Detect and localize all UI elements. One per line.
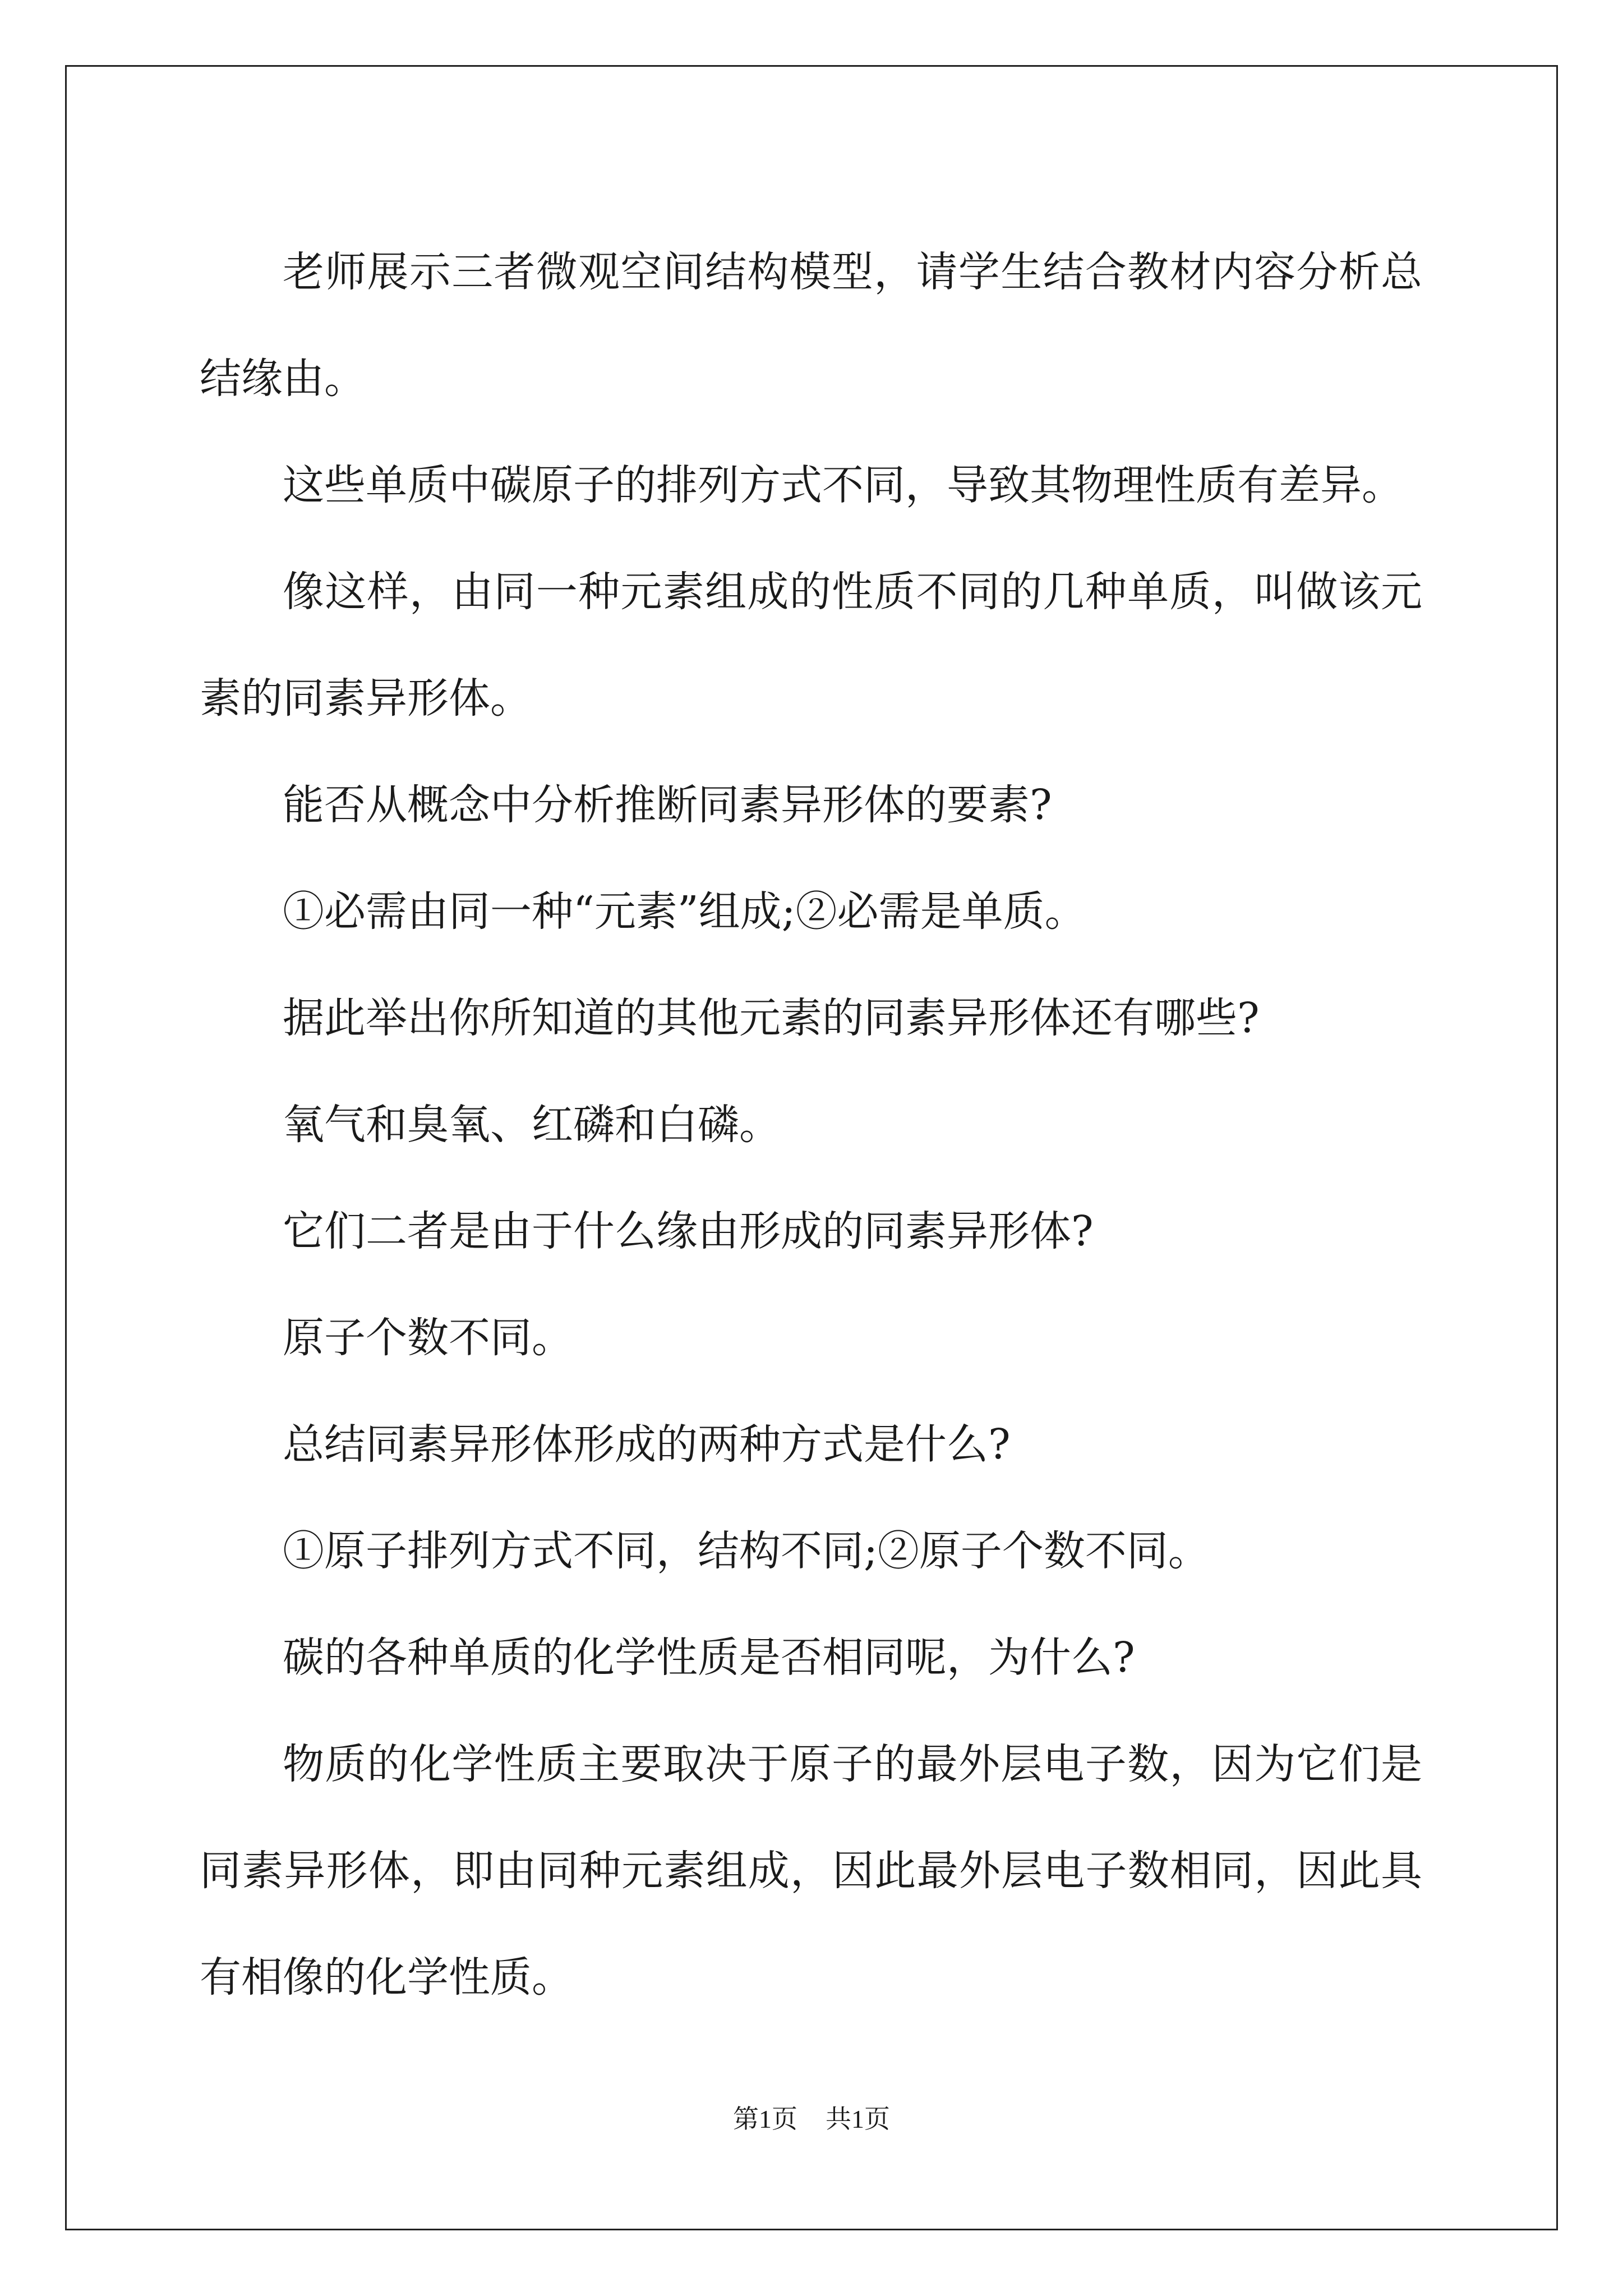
paragraph-12: 碳的各种单质的化学性质是否相同呢，为什么? [283,1634,1135,1682]
paragraph-2: 这些单质中碳原子的排列方式不同，导致其物理性质有差异。 [283,461,1403,509]
paragraph-7: 氧气和臭氧、红磷和白磷。 [283,1101,781,1149]
paragraph-5: ①必需由同一种“元素”组成;②必需是单质。 [283,887,1086,936]
paragraph-8: 它们二者是由于什么缘由形成的同素异形体? [283,1207,1094,1255]
page-number: 第1页 [733,2105,797,2133]
page-total: 共1页 [826,2105,890,2133]
paragraph-10: 总结同素异形体形成的两种方式是什么? [283,1420,1011,1469]
paragraph-3: 像这样，由同一种元素组成的性质不同的几种单质，叫做该元素的同素异形体。 [200,568,1422,723]
document-body [200,219,1422,2031]
paragraph-13: 物质的化学性质主要取决于原子的最外层电子数，因为它们是同素异形体，即由同种元素组成，因此最外层电子数相同，因此具有相像的化学性质。 [200,1740,1422,2001]
page-footer [0,2102,1623,2136]
paragraph-9: 原子个数不同。 [283,1314,573,1362]
paragraph-11: ①原子排列方式不同，结构不同;②原子个数不同。 [283,1527,1210,1575]
paragraph-6: 据此举出你所知道的其他元素的同素异形体还有哪些? [283,994,1260,1042]
paragraph-4: 能否从概念中分析推断同素异形体的要素? [283,781,1052,829]
paragraph-1: 老师展示三者微观空间结构模型，请学生结合教材内容分析总结缘由。 [200,248,1422,403]
